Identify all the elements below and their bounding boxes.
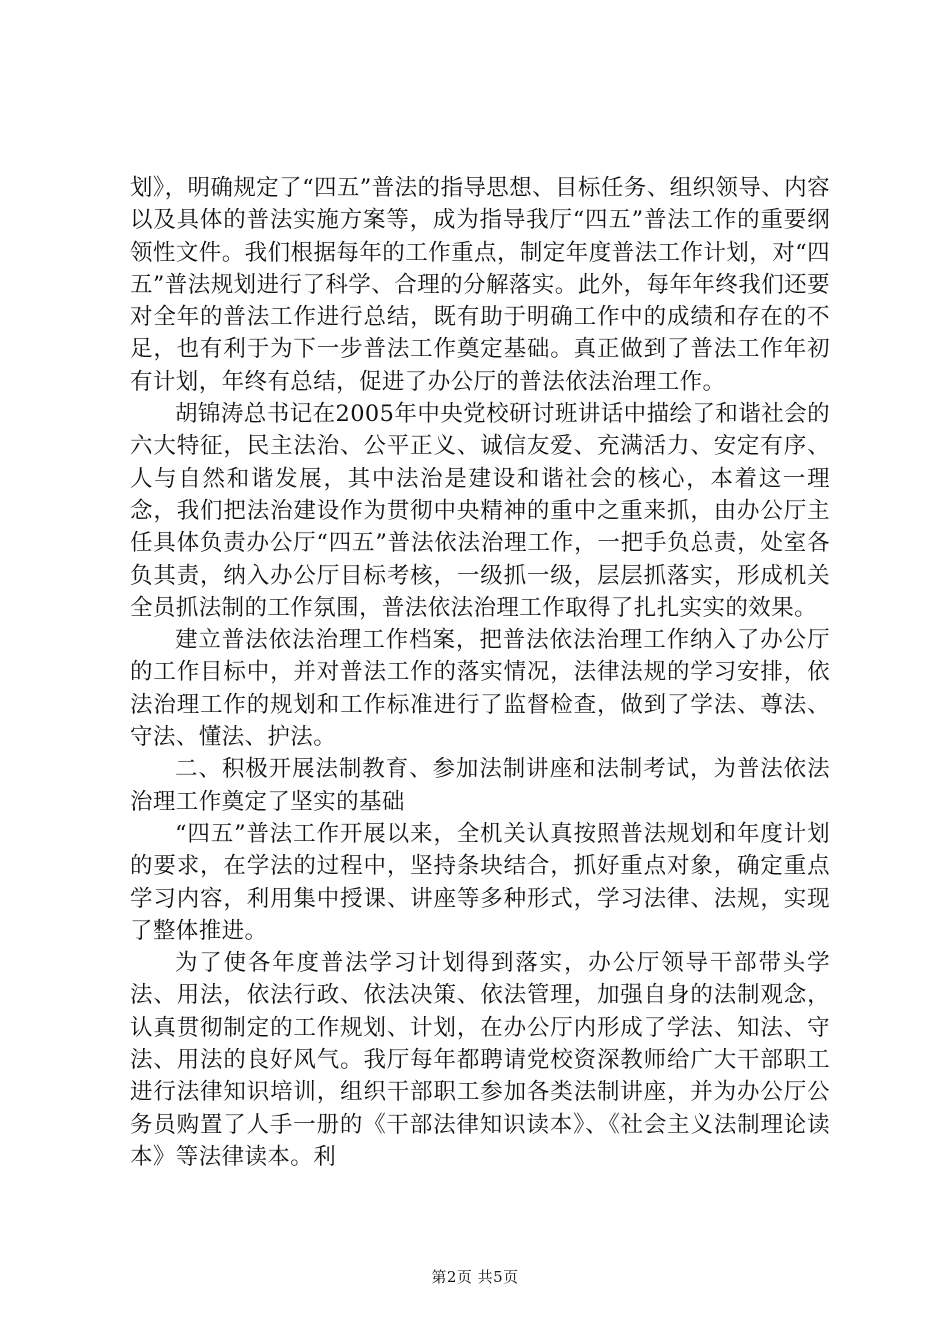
paragraph-3: 建立普法依法治理工作档案，把普法依法治理工作纳入了办公厅的工作目标中，并对普法工作的落实情况，法律法规的学习安排，依法治理工作的规划和工作标准进行了监督检查，做到了学法、尊法、守法、懂法、护法。 — [130, 627, 830, 751]
paragraph-2: 胡锦涛总书记在2005年中央党校研讨班讲话中描绘了和谐社会的六大特征，民主法治、公平正义、诚信友爱、充满活力、安定有序、人与自然和谐发展，其中法治是建设和谐社会的核心，本着这一理念，我们把法治建设作为贯彻中央精神的重中之重来抓，由办公厅主任具体负责办公厅“四五”普法依法治理工作，一把手负总责，处室各负其责，纳入办公厅目标考核，一级抓一级，层层抓落实，形成机关全员抓法制的工作氛围，普法依法治理工作取得了扎扎实实的效果。 — [130, 401, 830, 621]
paragraph-5: 为了使各年度普法学习计划得到落实，办公厅领导干部带头学法、用法，依法行政、依法决策、依法管理，加强自身的法制观念，认真贯彻制定的工作规划、计划，在办公厅内形成了学法、知法、守法、用法的良好风气。我厅每年都聘请党校资深教师给广大干部职工进行法律知识培训，组织干部职工参加各类法制讲座，并为办公厅公务员购置了人手一册的《干部法律知识读本》、《社会主义法制理论读本》等法律读本。利 — [130, 950, 830, 1170]
paragraph-4: “四五”普法工作开展以来，全机关认真按照普法规划和年度计划的要求，在学法的过程中，坚持条块结合，抓好重点对象，确定重点学习内容，利用集中授课、讲座等多种形式，学习法律、法规，实现了整体推进。 — [130, 820, 830, 944]
document-body — [130, 172, 830, 1173]
page-footer: 第2页 共5页 — [431, 1268, 519, 1286]
paragraph-1: 划》，明确规定了“四五”普法的指导思想、目标任务、组织领导、内容以及具体的普法实施方案等，成为指导我厅“四五”普法工作的重要纲领性文件。我们根据每年的工作重点，制定年度普法工作计划，对“四五”普法规划进行了科学、合理的分解落实。此外，每年年终我们还要对全年的普法工作进行总结，既有助于明确工作中的成绩和存在的不足，也有利于为下一步普法工作奠定基础。真正做到了普法工作年初有计划，年终有总结，促进了办公厅的普法依法治理工作。 — [130, 175, 830, 395]
section-heading: 二、积极开展法制教育、参加法制讲座和法制考试，为普法依法治理工作奠定了坚实的基础 — [130, 756, 830, 815]
